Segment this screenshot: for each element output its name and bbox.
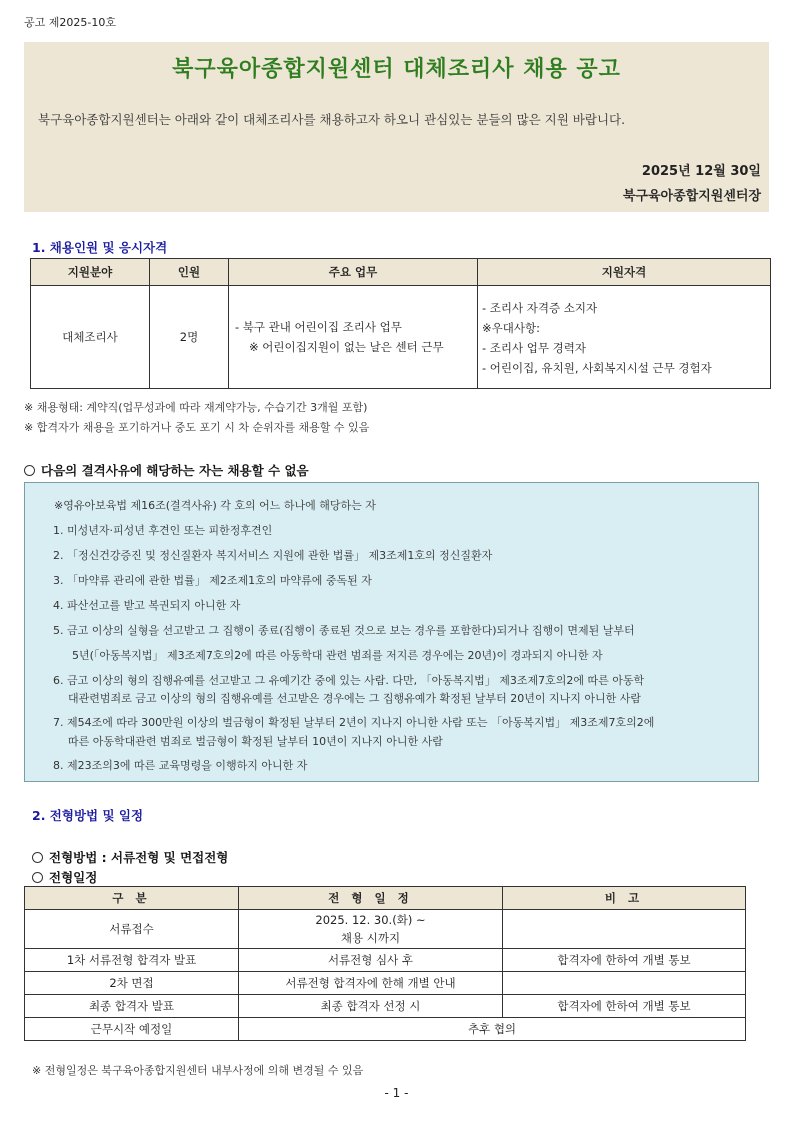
disq-line: 2. 「정신건강증진 및 정신질환자 복지서비스 지원에 관한 법률」 제3조제1호의 정신질환자 (53, 549, 493, 562)
disqualification-title (24, 461, 309, 479)
cell-remark: 합격자에 한하여 개별 통보 (503, 949, 746, 972)
table-header-row (31, 259, 771, 286)
disq-line: 따른 아동학대관련 범죄로 벌금형이 확정된 날부터 10년이 지나지 아니한 사람 (68, 735, 443, 748)
disq-line: ※영유아보육법 제16조(결격사유) 각 호의 어느 하나에 해당하는 자 (54, 499, 376, 512)
cell-field: 대체조리사 (31, 286, 150, 389)
cell-schedule: 최종 합격자 선정 시 (239, 995, 503, 1018)
disq-line: 1. 미성년자·피성년 후견인 또는 피한정후견인 (53, 524, 273, 537)
cell-schedule (239, 910, 503, 949)
cell-qualification (478, 286, 771, 389)
schedule-table (24, 886, 746, 1041)
disq-line: 6. 금고 이상의 형의 집행유예를 선고받고 그 유예기간 중에 있는 사람. 다만, 「아동복지법」 제3조제7호의2에 따른 아동학 (53, 674, 645, 687)
section2-title: 2. 전형방법 및 일정 (32, 808, 144, 823)
disqualification-box (24, 482, 759, 782)
duty-line: ※ 어린이집지원이 없는 날은 센터 근무 (249, 340, 444, 354)
header-box (24, 42, 769, 212)
table-row (25, 995, 746, 1018)
issuer-name: 북구육아종합지원센터장 (622, 189, 761, 204)
disq-line: 5. 금고 이상의 실형을 선고받고 그 집행이 종료(집행이 종료된 것으로 보는 경우를 포함한다)되거나 집행이 면제된 날부터 (53, 624, 635, 637)
header-duty: 주요 업무 (229, 259, 478, 286)
disq-line: 5년(「아동복지법」 제3조제7호의2에 따른 아동학대 관련 범죄를 저지른 경우에는 20년)이 경과되지 아니한 자 (72, 649, 603, 662)
disq-line: 대관련범죄로 금고 이상의 형의 집행유예를 선고받은 경우에는 그 집행유예가 확정된 날부터 20년이 지나지 아니한 사람 (68, 692, 641, 705)
table-row (31, 286, 771, 389)
circle-bullet-icon (32, 852, 43, 863)
page-number: - 1 - (384, 1086, 409, 1100)
disq-line: 3. 「마약류 관리에 관한 법률」 제2조제1호의 마약류에 중독된 자 (53, 574, 372, 587)
recruitment-table (30, 258, 771, 389)
disq-line: 4. 파산선고를 받고 복권되지 아니한 자 (53, 599, 241, 612)
schedule-title-text: 전형일정 (49, 870, 98, 885)
page-title: 북구육아종합지원센터 대체조리사 채용 공고 (172, 57, 621, 82)
schedule-line: 채용 시까지 (340, 931, 401, 945)
announcement-date: 2025년 12월 30일 (641, 164, 761, 179)
header-category: 구 분 (25, 887, 239, 910)
schedule-title-line (32, 868, 97, 886)
disq-line: 8. 제23조의3에 따른 교육명령을 이행하지 아니한 자 (53, 759, 308, 772)
table-row (25, 1018, 746, 1041)
section1-title: 1. 채용인원 및 응시자격 (32, 240, 168, 255)
cell-remark: 합격자에 한하여 개별 통보 (503, 995, 746, 1018)
qual-line: ※우대사항: (482, 321, 540, 335)
header-schedule: 전 형 일 정 (239, 887, 503, 910)
cell-category: 2차 면접 (25, 972, 239, 995)
cell-remark (503, 910, 746, 949)
cell-schedule: 서류전형 합격자에 한해 개별 안내 (239, 972, 503, 995)
qual-line: - 조리사 자격증 소지자 (482, 301, 598, 315)
disq-line: 7. 제54조에 따라 300만원 이상의 벌금형이 확정된 날부터 2년이 지나지 아니한 사람 또는 「아동복지법」 제3조제7호의2에 (53, 716, 655, 729)
cell-category: 근무시작 예정일 (25, 1018, 239, 1041)
cell-duty (229, 286, 478, 389)
schedule-note: ※ 전형일정은 북구육아종합지원센터 내부사정에 의해 변경될 수 있음 (32, 1064, 364, 1077)
header-count: 인원 (150, 259, 229, 286)
notice-number: 공고 제2025-10호 (24, 16, 116, 29)
cell-category: 1차 서류전형 합격자 발표 (25, 949, 239, 972)
note-line: ※ 합격자가 채용을 포기하거나 중도 포기 시 차 순위자를 채용할 수 있음 (24, 421, 370, 434)
note-line: ※ 채용형태: 계약직(업무성과에 따라 재계약가능, 수습기간 3개월 포함) (24, 401, 368, 414)
table-row (25, 949, 746, 972)
circle-bullet-icon (32, 872, 43, 883)
circle-bullet-icon (24, 465, 35, 476)
table-row (25, 972, 746, 995)
header-qualification: 지원자격 (478, 259, 771, 286)
header-field: 지원분야 (31, 259, 150, 286)
schedule-line: 2025. 12. 30.(화) ~ (315, 913, 426, 927)
table-row (25, 910, 746, 949)
duty-line: - 북구 관내 어린이집 조리사 업무 (235, 320, 402, 334)
cell-count: 2명 (150, 286, 229, 389)
cell-schedule: 추후 협의 (239, 1018, 746, 1041)
cell-category: 서류접수 (25, 910, 239, 949)
table-header-row (25, 887, 746, 910)
cell-remark (503, 972, 746, 995)
qual-line: - 어린이집, 유치원, 사회복지시설 근무 경험자 (482, 361, 712, 375)
qual-line: - 조리사 업무 경력자 (482, 341, 586, 355)
cell-schedule: 서류전형 심사 후 (239, 949, 503, 972)
method-text: 전형방법 : 서류전형 및 면접전형 (49, 850, 229, 865)
cell-category: 최종 합격자 발표 (25, 995, 239, 1018)
method-line (32, 848, 228, 866)
disqualification-title-text: 다음의 결격사유에 해당하는 자는 채용할 수 없음 (41, 463, 309, 478)
intro-text: 북구육아종합지원센터는 아래와 같이 대체조리사를 채용하고자 하오니 관심있는 분들의 많은 지원 바랍니다. (38, 112, 626, 127)
header-remark: 비 고 (503, 887, 746, 910)
